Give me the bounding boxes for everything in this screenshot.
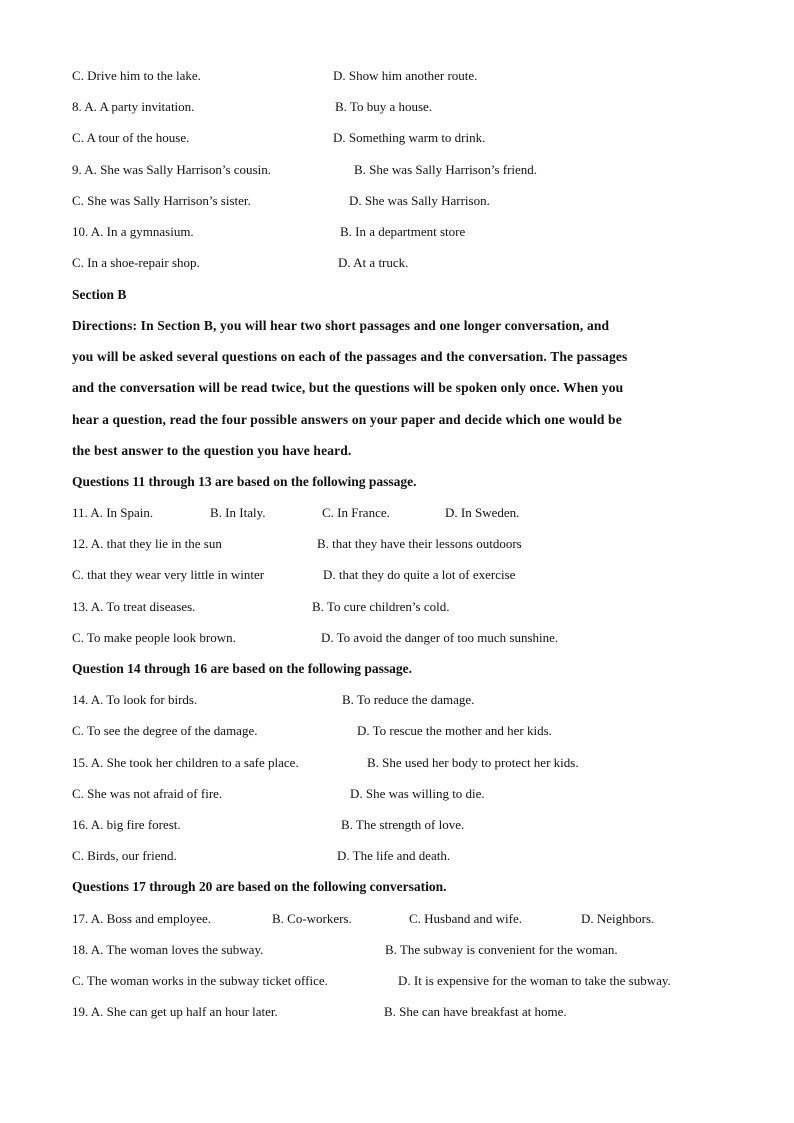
q16-options-ab [72,815,734,835]
q16-options-cd [72,846,734,866]
q12-option-a: 12. A. that they lie in the sun [72,536,222,551]
directions-line: Directions: In Section B, you will hear two short passages and one longer conversation, and [72,318,610,333]
q11-option-c: C. In France. [322,505,390,520]
directions-line: the best answer to the question you have heard. [72,443,352,458]
directions-line: and the conversation will be read twice, but the questions will be spoken only once. When you [72,380,624,395]
q18-option-c: C. The woman works in the subway ticket office. [72,973,328,988]
q19-options-ab [72,1002,734,1022]
q12-options-cd [72,565,734,585]
section-b-title: Section B [72,287,127,302]
q7-options-cd [72,66,734,86]
q17-option-a: 17. A. Boss and employee. [72,911,212,926]
q14-options-ab [72,690,734,710]
q8-options-ab [72,97,734,117]
directions-line: you will be asked several questions on each of the passages and the conversation. The passages [72,349,628,364]
q9-options-cd [72,191,734,211]
q8-options-cd [72,128,734,148]
q18-options-cd [72,971,734,991]
q10-option-d: D. At a truck. [338,255,409,270]
q17-option-b: B. Co-workers. [272,911,352,926]
q11-options [72,503,734,523]
q17-option-c: C. Husband and wife. [409,911,523,926]
q16-option-c: C. Birds, our friend. [72,848,177,863]
q14-option-b: B. To reduce the damage. [342,692,475,707]
q9-option-d: D. She was Sally Harrison. [349,193,490,208]
q8-option-d: D. Something warm to drink. [333,130,486,145]
q14-option-a: 14. A. To look for birds. [72,692,198,707]
q18-option-d: D. It is expensive for the woman to take the subway. [398,973,671,988]
q12-options-ab [72,534,734,554]
q15-options-cd [72,784,734,804]
q15-option-a: 15. A. She took her children to a safe place. [72,755,299,770]
group-2-heading: Question 14 through 16 are based on the following passage. [72,661,413,676]
q15-option-c: C. She was not afraid of fire. [72,786,223,801]
q19-option-a: 19. A. She can get up half an hour later. [72,1004,278,1019]
q12-option-d: D. that they do quite a lot of exercise [323,567,516,582]
q10-options-cd [72,253,734,273]
q18-option-b: B. The subway is convenient for the woman. [385,942,618,957]
q14-options-cd [72,721,734,741]
q13-options-cd [72,628,734,648]
directions-line: hear a question, read the four possible answers on your paper and decide which one would be [72,412,622,427]
q9-option-a: 9. A. She was Sally Harrison’s cousin. [72,162,271,177]
q11-option-a: 11. A. In Spain. [72,505,154,520]
q15-option-b: B. She used her body to protect her kids. [367,755,579,770]
q16-option-d: D. The life and death. [337,848,451,863]
q7-option-c: C. Drive him to the lake. [72,68,201,83]
q18-options-ab [72,940,734,960]
q10-option-b: B. In a department store [340,224,466,239]
q8-option-a: 8. A. A party invitation. [72,99,195,114]
q8-option-b: B. To buy a house. [335,99,433,114]
q12-option-c: C. that they wear very little in winter [72,567,265,582]
q9-option-b: B. She was Sally Harrison’s friend. [354,162,538,177]
q13-option-a: 13. A. To treat diseases. [72,599,196,614]
q14-option-c: C. To see the degree of the damage. [72,723,258,738]
q17-option-d: D. Neighbors. [581,911,655,926]
q13-option-d: D. To avoid the danger of too much sunshine. [321,630,559,645]
group-3-heading: Questions 17 through 20 are based on the following conversation. [72,879,447,894]
q8-option-c: C. A tour of the house. [72,130,190,145]
q13-options-ab [72,597,734,617]
q16-option-a: 16. A. big fire forest. [72,817,181,832]
group-1-heading: Questions 11 through 13 are based on the following passage. [72,474,417,489]
q12-option-b: B. that they have their lessons outdoors [317,536,522,551]
q11-option-d: D. In Sweden. [445,505,520,520]
q10-options-ab [72,222,734,242]
q15-option-d: D. She was willing to die. [350,786,485,801]
q10-option-c: C. In a shoe-repair shop. [72,255,200,270]
q10-option-a: 10. A. In a gymnasium. [72,224,194,239]
q14-option-d: D. To rescue the mother and her kids. [357,723,552,738]
q16-option-b: B. The strength of love. [341,817,465,832]
q9-option-c: C. She was Sally Harrison’s sister. [72,193,251,208]
q19-option-b: B. She can have breakfast at home. [384,1004,567,1019]
q15-options-ab [72,753,734,773]
q13-option-b: B. To cure children’s cold. [312,599,450,614]
q13-option-c: C. To make people look brown. [72,630,236,645]
q11-option-b: B. In Italy. [210,505,266,520]
q17-options [72,909,734,929]
q9-options-ab [72,160,734,180]
q18-option-a: 18. A. The woman loves the subway. [72,942,264,957]
q7-option-d: D. Show him another route. [333,68,478,83]
